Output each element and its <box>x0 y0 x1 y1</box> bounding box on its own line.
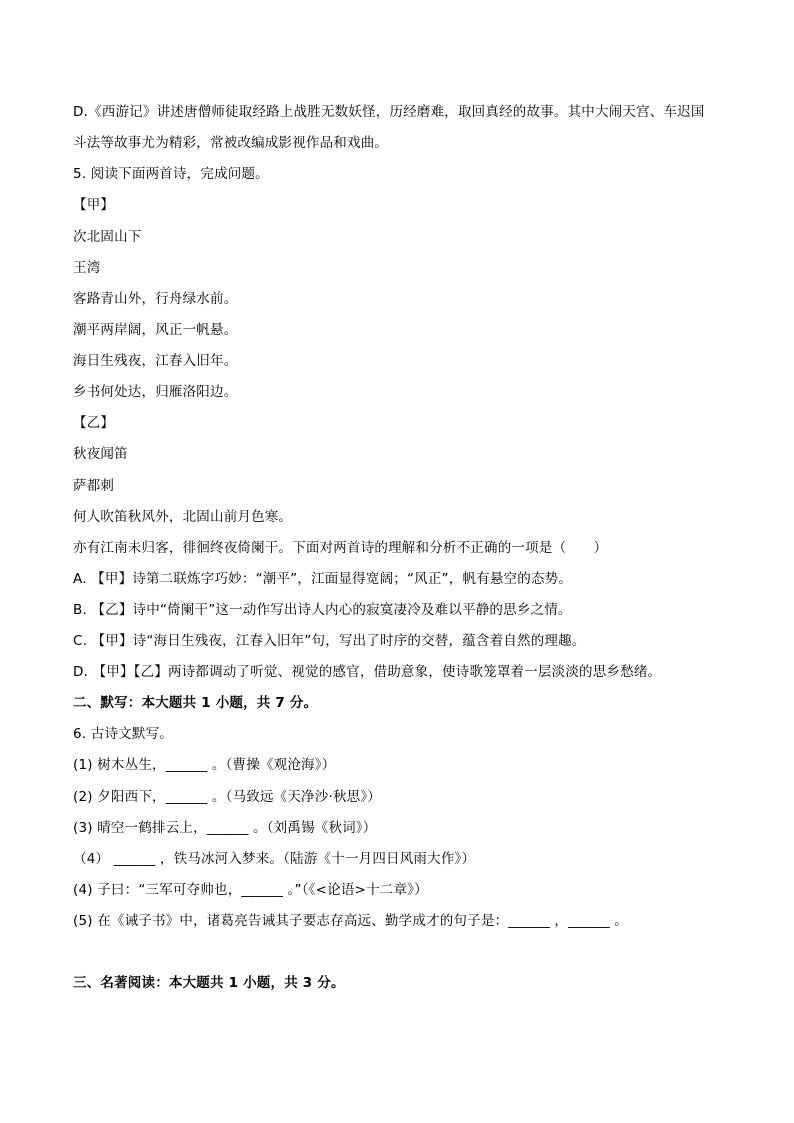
poem-b-title: 秋夜闻笛 <box>73 446 128 462</box>
poem-b-author: 萨都刺 <box>73 478 115 494</box>
option-d-xiyouji-line2: 斗法等故事尤为精彩，常被改编成影视作品和戏曲。 <box>73 135 389 151</box>
poem-b-marker: 【乙】 <box>73 415 115 431</box>
choice-d: D. 【甲】【乙】两诗都调动了听觉、视觉的感官，借助意象，使诗歌笼罩着一层淡淡的思乡愁绪。 <box>73 664 662 680</box>
recitation-item-4b: (4) 子曰：“三军可夺帅也，______ 。”（《<论语>十二章》） <box>73 882 428 898</box>
option-d-xiyouji-line1: D.《西游记》讲述唐僧师徒取经路上战胜无数妖怪，历经磨难，取回真经的故事。其中大闹天宫、车迟国 <box>73 104 705 120</box>
poem-a-marker: 【甲】 <box>73 197 115 213</box>
poem-a-author: 王湾 <box>73 260 101 276</box>
recitation-item-1: (1) 树木丛生，______ 。（曹操《观沧海》） <box>73 757 336 773</box>
recitation-item-5: (5) 在《诫子书》中，诸葛亮告诫其子要志存高远、勤学成才的句子是：______ ，______ 。 <box>73 913 628 929</box>
recitation-item-3: (3) 晴空一鹤排云上，______ 。（刘禹锡《秋词》） <box>73 820 377 836</box>
recitation-item-2: (2) 夕阳西下，______ 。（马致远《天净沙·秋思》） <box>73 789 381 805</box>
poem-a-line4: 乡书何处达，归雁洛阳边。 <box>73 384 238 400</box>
poem-a-line1: 客路青山外，行舟绿水前。 <box>73 291 238 307</box>
poem-b-line2-question: 亦有江南未归客，徘徊终夜倚阑干。下面对两首诗的理解和分析不正确的一项是（ ） <box>73 540 608 556</box>
question-6-prompt: 6. 古诗文默写。 <box>73 726 173 742</box>
section-3-heading: 三、名著阅读：本大题共 1 小题，共 3 分。 <box>73 975 345 991</box>
question-5-prompt: 5. 阅读下面两首诗，完成问题。 <box>73 166 269 182</box>
poem-a-title: 次北固山下 <box>73 229 142 245</box>
section-2-heading: 二、默写：本大题共 1 小题，共 7 分。 <box>73 695 318 711</box>
poem-a-line2: 潮平两岸阔，风正一帆悬。 <box>73 322 238 338</box>
choice-a: A. 【甲】诗第二联炼字巧妙：“潮平”，江面显得宽阔；“风正”，帆有悬空的态势。 <box>73 571 573 587</box>
choice-b: B. 【乙】诗中“倚阑干”这一动作写出诗人内心的寂寞凄冷及难以平静的思乡之情。 <box>73 602 572 618</box>
poem-b-line1: 何人吹笛秋风外，北固山前月色寒。 <box>73 509 293 525</box>
poem-a-line3: 海日生残夜，江春入旧年。 <box>73 353 238 369</box>
recitation-item-4a: （4） ______ ，铁马冰河入梦来。（陆游《十一月四日风雨大作》） <box>73 851 476 867</box>
choice-c: C. 【甲】诗“海日生残夜，江春入旧年”句，写出了时序的交替，蕴含着自然的理趣。 <box>73 633 586 649</box>
